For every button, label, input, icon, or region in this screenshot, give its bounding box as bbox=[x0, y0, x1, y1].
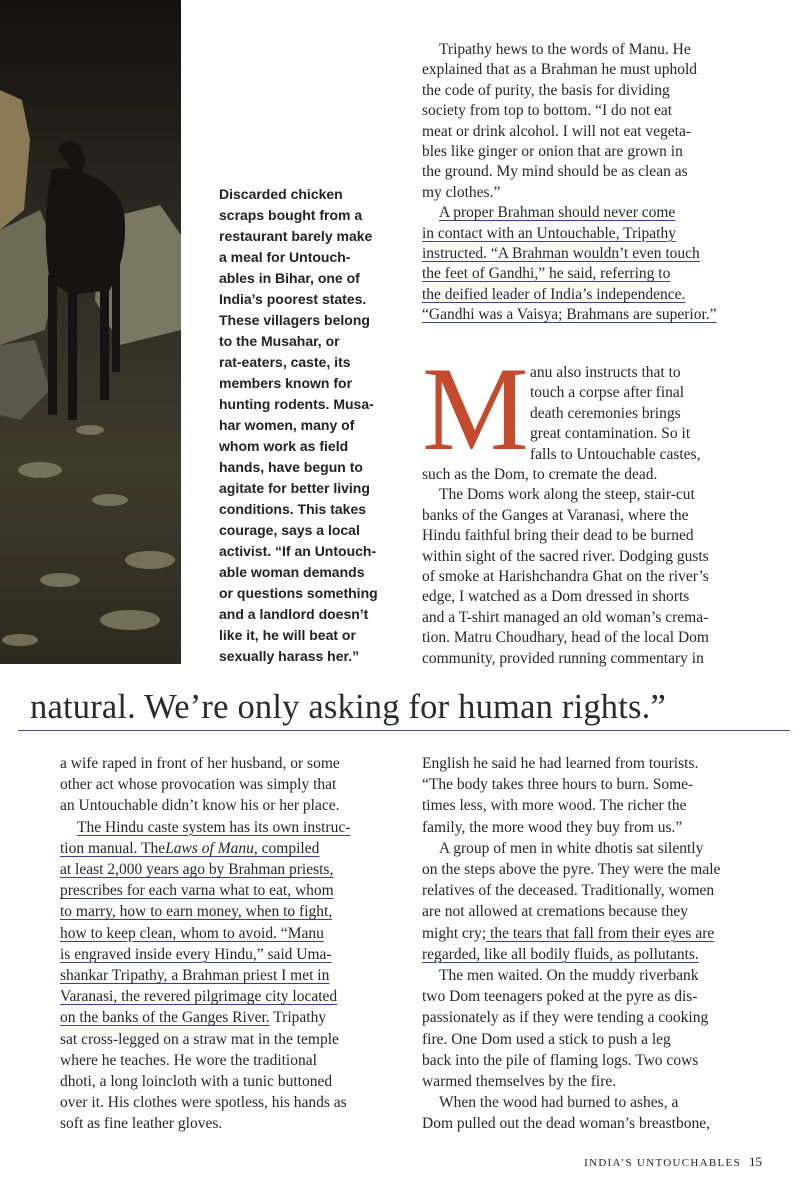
caption-line: or questions something bbox=[219, 585, 378, 601]
text-line-content: Tripathy hews to the words of Manu. He bbox=[439, 41, 691, 58]
text-line bbox=[60, 901, 405, 922]
caption-line: agitate for better living bbox=[219, 480, 370, 496]
text-line: The Doms work along the steep, stair-cut bbox=[439, 486, 695, 504]
text-line bbox=[422, 122, 767, 142]
text-line bbox=[60, 944, 405, 965]
caption-line: ables in Bihar, one of bbox=[219, 270, 360, 286]
text-segment: English he said he had learned from tourists. bbox=[422, 755, 699, 772]
text-line bbox=[422, 965, 767, 986]
text-line bbox=[60, 774, 405, 795]
text-segment: relatives of the deceased. Traditionally, women bbox=[422, 882, 715, 900]
caption-line: members known for bbox=[219, 375, 353, 391]
dropcap-text-line: touch a corpse after final bbox=[530, 384, 685, 402]
dog-photo-icon bbox=[0, 0, 181, 664]
text-line-content: society from top to bottom. “I do not eat bbox=[422, 102, 673, 120]
dropcap-rest bbox=[422, 465, 767, 669]
text-segment: back into the pile of flaming logs. Two cows bbox=[422, 1051, 699, 1069]
text-line bbox=[60, 986, 405, 1007]
caption-line: restaurant barely make bbox=[219, 228, 373, 244]
caption-line: whom work as field bbox=[219, 438, 349, 454]
text-line: banks of the Ganges at Varanasi, where the bbox=[422, 506, 689, 524]
text-line-content: my clothes.” bbox=[422, 183, 501, 201]
text-line bbox=[422, 224, 767, 244]
text-segment: regarded, like all bodily fluids, as pollutants. bbox=[422, 945, 699, 963]
text-line bbox=[422, 1113, 767, 1134]
caption-line: har women, many of bbox=[219, 417, 355, 433]
text-segment: compiled bbox=[257, 839, 320, 857]
text-segment: times less, with more wood. The richer the bbox=[422, 797, 687, 815]
text-segment: over it. His clothes were spotless, his hands as bbox=[60, 1094, 347, 1112]
text-line bbox=[422, 162, 767, 182]
text-line bbox=[422, 859, 767, 880]
text-line: tion. Matru Choudhary, head of the local Dom bbox=[422, 629, 709, 647]
text-line bbox=[422, 60, 767, 80]
caption-line: hands, have begun to bbox=[219, 459, 363, 475]
text-segment: “The body takes three hours to burn. Some- bbox=[422, 776, 694, 794]
text-segment: fire. One Dom used a stick to push a leg bbox=[422, 1030, 671, 1048]
text-line bbox=[422, 244, 767, 264]
text-segment: When the wood had burned to ashes, a bbox=[439, 1094, 679, 1112]
text-line: Hindu faithful bring their dead to be burned bbox=[422, 527, 694, 545]
right-column-top bbox=[422, 40, 767, 326]
text-line bbox=[60, 1071, 405, 1092]
pull-quote: natural. We’re only asking for human rights.” bbox=[30, 688, 666, 726]
text-line-content: A proper Brahman should never come bbox=[439, 204, 676, 222]
caption-line: Discarded chicken bbox=[219, 186, 343, 202]
text-line bbox=[60, 1050, 405, 1071]
text-line bbox=[422, 795, 767, 816]
text-segment: sat cross-legged on a straw mat in the temple bbox=[60, 1030, 339, 1048]
text-line bbox=[422, 817, 767, 838]
text-line bbox=[60, 880, 405, 901]
caption-line: and a landlord doesn’t bbox=[219, 606, 369, 622]
text-segment: Laws of Manu, bbox=[165, 839, 258, 857]
text-segment: to marry, how to earn money, when to fight, bbox=[60, 903, 333, 921]
dog-photo bbox=[0, 0, 181, 664]
text-segment: soft as fine leather gloves. bbox=[60, 1115, 223, 1133]
text-line-content: instructed. “A Brahman wouldn’t even touch bbox=[422, 245, 700, 263]
text-line-content: the deified leader of India’s independence. bbox=[422, 285, 686, 303]
text-line bbox=[422, 944, 767, 965]
text-line bbox=[422, 923, 767, 944]
caption-line: rat-eaters, caste, its bbox=[219, 354, 351, 370]
text-line bbox=[422, 305, 767, 325]
caption-line: like it, he will beat or bbox=[219, 627, 356, 643]
text-line: within sight of the sacred river. Dodging gusts bbox=[422, 547, 709, 565]
caption-line: hunting rodents. Musa- bbox=[219, 396, 374, 412]
text-line bbox=[422, 101, 767, 121]
right-column-bottom bbox=[422, 753, 767, 1135]
text-line: of smoke at Harishchandra Ghat on the river’s bbox=[422, 568, 709, 586]
text-segment: is engraved inside every Hindu,” said Uma- bbox=[60, 945, 332, 963]
text-line bbox=[422, 986, 767, 1007]
text-line: such as the Dom, to cremate the dead. bbox=[422, 466, 658, 484]
text-segment: where he teaches. He wore the traditional bbox=[60, 1051, 317, 1069]
text-segment: on the banks of the Ganges River. bbox=[60, 1009, 270, 1027]
text-line bbox=[60, 817, 405, 838]
text-line: edge, I watched as a Dom dressed in shorts bbox=[422, 588, 690, 606]
caption-line: able woman demands bbox=[219, 564, 365, 580]
text-line bbox=[60, 1007, 405, 1028]
text-segment: The men waited. On the muddy riverbank bbox=[439, 967, 699, 985]
text-line-content: explained that as a Brahman he must uphold bbox=[422, 61, 698, 79]
text-segment: A group of men in white dhotis sat silently bbox=[439, 839, 704, 857]
text-line bbox=[422, 183, 767, 203]
page-footer bbox=[584, 1154, 762, 1170]
text-line bbox=[422, 81, 767, 101]
text-line bbox=[422, 264, 767, 284]
text-line bbox=[60, 1113, 405, 1134]
text-line bbox=[422, 1029, 767, 1050]
caption-line: India’s poorest states. bbox=[219, 291, 367, 307]
text-segment: tion manual. The bbox=[60, 839, 166, 857]
text-segment: on the steps above the pyre. They were the male bbox=[422, 861, 721, 879]
text-segment: passionately as if they were tending a cooking bbox=[422, 1009, 709, 1027]
text-line bbox=[422, 774, 767, 795]
text-segment: the tears that fall from their eyes are bbox=[486, 924, 715, 942]
text-line-content: bles like ginger or onion that are grown in bbox=[422, 143, 683, 161]
caption-line: sexually harass her.” bbox=[219, 648, 360, 664]
text-segment: Tripathy bbox=[269, 1009, 327, 1027]
text-segment: an Untouchable didn’t know his or her place. bbox=[60, 797, 340, 815]
text-line bbox=[60, 965, 405, 986]
dropcap-text-line: falls to Untouchable castes, bbox=[530, 445, 701, 463]
text-line: community, provided running commentary in bbox=[422, 649, 704, 667]
caption-line: activist. “If an Untouch- bbox=[219, 543, 377, 559]
text-line bbox=[422, 1007, 767, 1028]
text-segment: dhoti, a long loincloth with a tunic buttoned bbox=[60, 1073, 333, 1091]
caption-line: conditions. This takes bbox=[219, 501, 367, 517]
text-segment: The Hindu caste system has its own instruc- bbox=[77, 818, 351, 836]
text-segment: might cry; bbox=[422, 924, 487, 942]
text-line bbox=[422, 40, 767, 60]
photo-caption bbox=[219, 184, 394, 667]
text-line bbox=[60, 923, 405, 944]
dropcap-section bbox=[422, 342, 767, 669]
running-title: INDIA’S UNTOUCHABLES bbox=[584, 1157, 741, 1169]
text-segment: Dom pulled out the dead woman’s breastbone, bbox=[422, 1115, 710, 1133]
text-line bbox=[422, 1071, 767, 1092]
text-line bbox=[60, 1092, 405, 1113]
caption-line: courage, says a local bbox=[219, 522, 360, 538]
text-segment: prescribes for each varna what to eat, whom bbox=[60, 882, 334, 900]
caption-line: to the Musahar, or bbox=[219, 333, 340, 349]
text-segment: are not allowed at cremations because they bbox=[422, 903, 688, 921]
text-line bbox=[422, 285, 767, 305]
caption-line: These villagers belong bbox=[219, 312, 370, 328]
text-segment: at least 2,000 years ago by Brahman priests, bbox=[60, 861, 334, 879]
text-line bbox=[422, 838, 767, 859]
text-line bbox=[60, 795, 405, 816]
dropcap-text-line: anu also instructs that to bbox=[530, 364, 681, 381]
text-line bbox=[422, 753, 767, 774]
left-column-bottom bbox=[60, 753, 405, 1135]
pull-quote-rule bbox=[18, 730, 790, 731]
dropcap-letter: M bbox=[422, 342, 529, 475]
text-segment: two Dom teenagers poked at the pyre as dis- bbox=[422, 988, 698, 1006]
dropcap-text-line: death ceremonies brings bbox=[530, 404, 681, 422]
page-number: 15 bbox=[749, 1154, 762, 1169]
text-line-content: in contact with an Untouchable, Tripathy bbox=[422, 224, 676, 242]
text-segment: warmed themselves by the fire. bbox=[422, 1073, 617, 1091]
text-segment: Varanasi, the revered pilgrimage city located bbox=[60, 988, 338, 1006]
text-line bbox=[422, 203, 767, 223]
text-line-content: meat or drink alcohol. I will not eat vegeta- bbox=[422, 122, 692, 140]
caption-line: a meal for Untouch- bbox=[219, 249, 351, 265]
caption-line: scraps bought from a bbox=[219, 207, 363, 223]
dropcap-text-line: great contamination. So it bbox=[530, 425, 691, 443]
text-line bbox=[60, 753, 405, 774]
text-segment: a wife raped in front of her husband, or some bbox=[60, 755, 340, 772]
text-line bbox=[60, 859, 405, 880]
text-line: and a T-shirt managed an old woman’s crema- bbox=[422, 608, 709, 626]
text-segment: other act whose provocation was simply that bbox=[60, 776, 337, 794]
text-line bbox=[422, 142, 767, 162]
text-line-content: the code of purity, the basis for dividing bbox=[422, 81, 670, 99]
text-line-content: the ground. My mind should be as clean as bbox=[422, 163, 688, 181]
text-segment: shankar Tripathy, a Brahman priest I met in bbox=[60, 967, 330, 985]
text-line bbox=[422, 880, 767, 901]
text-line-content: “Gandhi was a Vaisya; Brahmans are superior.” bbox=[422, 306, 717, 324]
text-line bbox=[422, 1092, 767, 1113]
text-line-content: the feet of Gandhi,” he said, referring to bbox=[422, 265, 671, 283]
text-segment: how to keep clean, whom to avoid. “Manu bbox=[60, 924, 324, 942]
text-line bbox=[422, 1050, 767, 1071]
text-line bbox=[60, 1029, 405, 1050]
text-line bbox=[60, 838, 405, 859]
text-segment: family, the more wood they buy from us.” bbox=[422, 818, 683, 836]
text-line bbox=[422, 901, 767, 922]
